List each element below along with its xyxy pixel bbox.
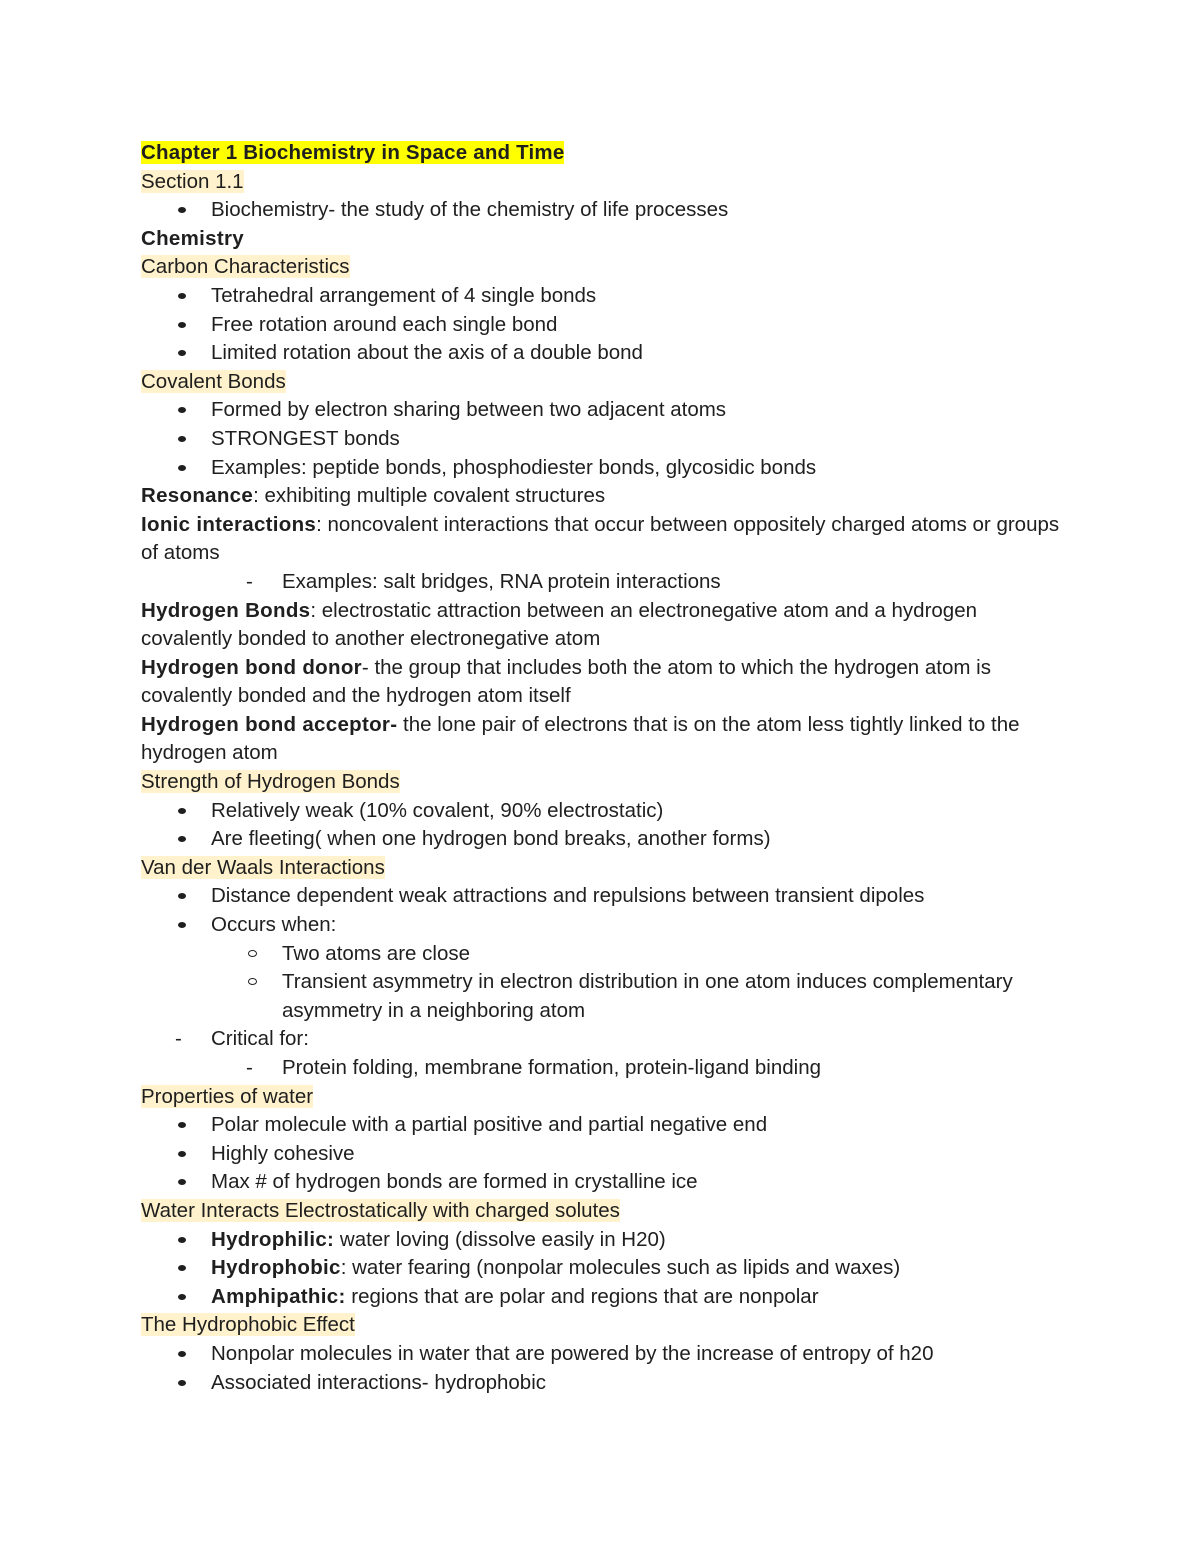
title-line (141, 139, 1071, 168)
list-item: Occurs when: (141, 911, 1071, 940)
bullet-icon (178, 407, 186, 413)
dash-icon: - (246, 569, 253, 593)
resonance-definition: Resonance: exhibiting multiple covalent structures (141, 484, 606, 508)
list-item: Polar molecule with a partial positive and partial negative end (141, 1111, 1071, 1140)
bullet-icon (178, 1265, 186, 1271)
circle-bullet-icon (248, 978, 257, 985)
list-item: Transient asymmetry in electron distribution in one atom induces complementary asymmetry in a neighboring atom (141, 968, 1071, 1025)
chemistry-heading: Chemistry (141, 226, 244, 250)
list-item: Hydrophobic: water fearing (nonpolar molecules such as lipids and waxes) (141, 1254, 1071, 1283)
dash-icon: - (175, 1027, 182, 1051)
hbond-donor-definition: Hydrogen bond donor- the group that includes both the atom to which the hydrogen atom is covalently bonded and the hydrogen atom itself (141, 655, 991, 708)
bullet-icon (178, 465, 186, 471)
bullet-icon (178, 1179, 186, 1185)
bullet-icon (178, 808, 186, 814)
bullet-icon (178, 1237, 186, 1243)
circle-bullet-icon (248, 950, 257, 957)
bullet-icon (178, 1294, 186, 1300)
list-item: Max # of hydrogen bonds are formed in crystalline ice (141, 1168, 1071, 1197)
water-heading: Properties of water (141, 1084, 314, 1108)
document-page (141, 139, 1071, 1397)
effect-heading: The Hydrophobic Effect (141, 1313, 355, 1337)
list-item: Formed by electron sharing between two adjacent atoms (141, 396, 1071, 425)
list-item: Hydrophilic: water loving (dissolve easily in H20) (141, 1226, 1071, 1255)
bullet-icon (178, 350, 186, 356)
list-item: Associated interactions- hydrophobic (141, 1369, 1071, 1398)
bullet-icon (178, 893, 186, 899)
list-item: - Protein folding, membrane formation, protein-ligand binding (141, 1054, 1071, 1083)
list-item: Limited rotation about the axis of a double bond (141, 339, 1071, 368)
bullet-icon (178, 922, 186, 928)
list-item: Biochemistry- the study of the chemistry of life processes (141, 196, 1071, 225)
bullet-icon (178, 207, 186, 213)
bullet-icon (178, 293, 186, 299)
list-item: - Critical for: (141, 1025, 1071, 1054)
section-label: Section 1.1 (141, 169, 244, 193)
list-item: Nonpolar molecules in water that are powered by the increase of entropy of h20 (141, 1340, 1071, 1369)
hbond-acceptor-definition: Hydrogen bond acceptor- the lone pair of electrons that is on the atom less tightly linked to the hydrogen atom (141, 712, 1020, 765)
bullet-icon (178, 1122, 186, 1128)
ionic-definition: Ionic interactions: noncovalent interactions that occur between oppositely charged atoms or groups of atoms (141, 512, 1060, 565)
bullet-icon (178, 322, 186, 328)
strength-heading: Strength of Hydrogen Bonds (141, 770, 400, 794)
covalent-heading: Covalent Bonds (141, 369, 286, 393)
list-item: - Examples: salt bridges, RNA protein interactions (141, 568, 1071, 597)
bullet-icon (178, 836, 186, 842)
list-item: Relatively weak (10% covalent, 90% electrostatic) (141, 797, 1071, 826)
list-item: Tetrahedral arrangement of 4 single bonds (141, 282, 1071, 311)
list-item: Two atoms are close (141, 940, 1071, 969)
list-item: Are fleeting( when one hydrogen bond breaks, another forms) (141, 825, 1071, 854)
chapter-title: Chapter 1 Biochemistry in Space and Time (141, 141, 565, 164)
bullet-icon (178, 1380, 186, 1386)
hbond-definition: Hydrogen Bonds: electrostatic attraction between an electronegative atom and a hydrogen covalently bonded to another electronegative atom (141, 598, 978, 651)
carbon-heading: Carbon Characteristics (141, 255, 350, 279)
list-item: Distance dependent weak attractions and repulsions between transient dipoles (141, 882, 1071, 911)
list-item: Examples: peptide bonds, phosphodiester bonds, glycosidic bonds (141, 454, 1071, 483)
list-item: Free rotation around each single bond (141, 311, 1071, 340)
bullet-icon (178, 436, 186, 442)
list-item: Amphipathic: regions that are polar and regions that are nonpolar (141, 1283, 1071, 1312)
list-item: Highly cohesive (141, 1140, 1071, 1169)
list-item: STRONGEST bonds (141, 425, 1071, 454)
vdw-heading: Van der Waals Interactions (141, 855, 385, 879)
bullet-icon (178, 1151, 186, 1157)
bullet-icon (178, 1351, 186, 1357)
interacts-heading: Water Interacts Electrostatically with charged solutes (141, 1198, 620, 1222)
dash-icon: - (246, 1056, 253, 1079)
